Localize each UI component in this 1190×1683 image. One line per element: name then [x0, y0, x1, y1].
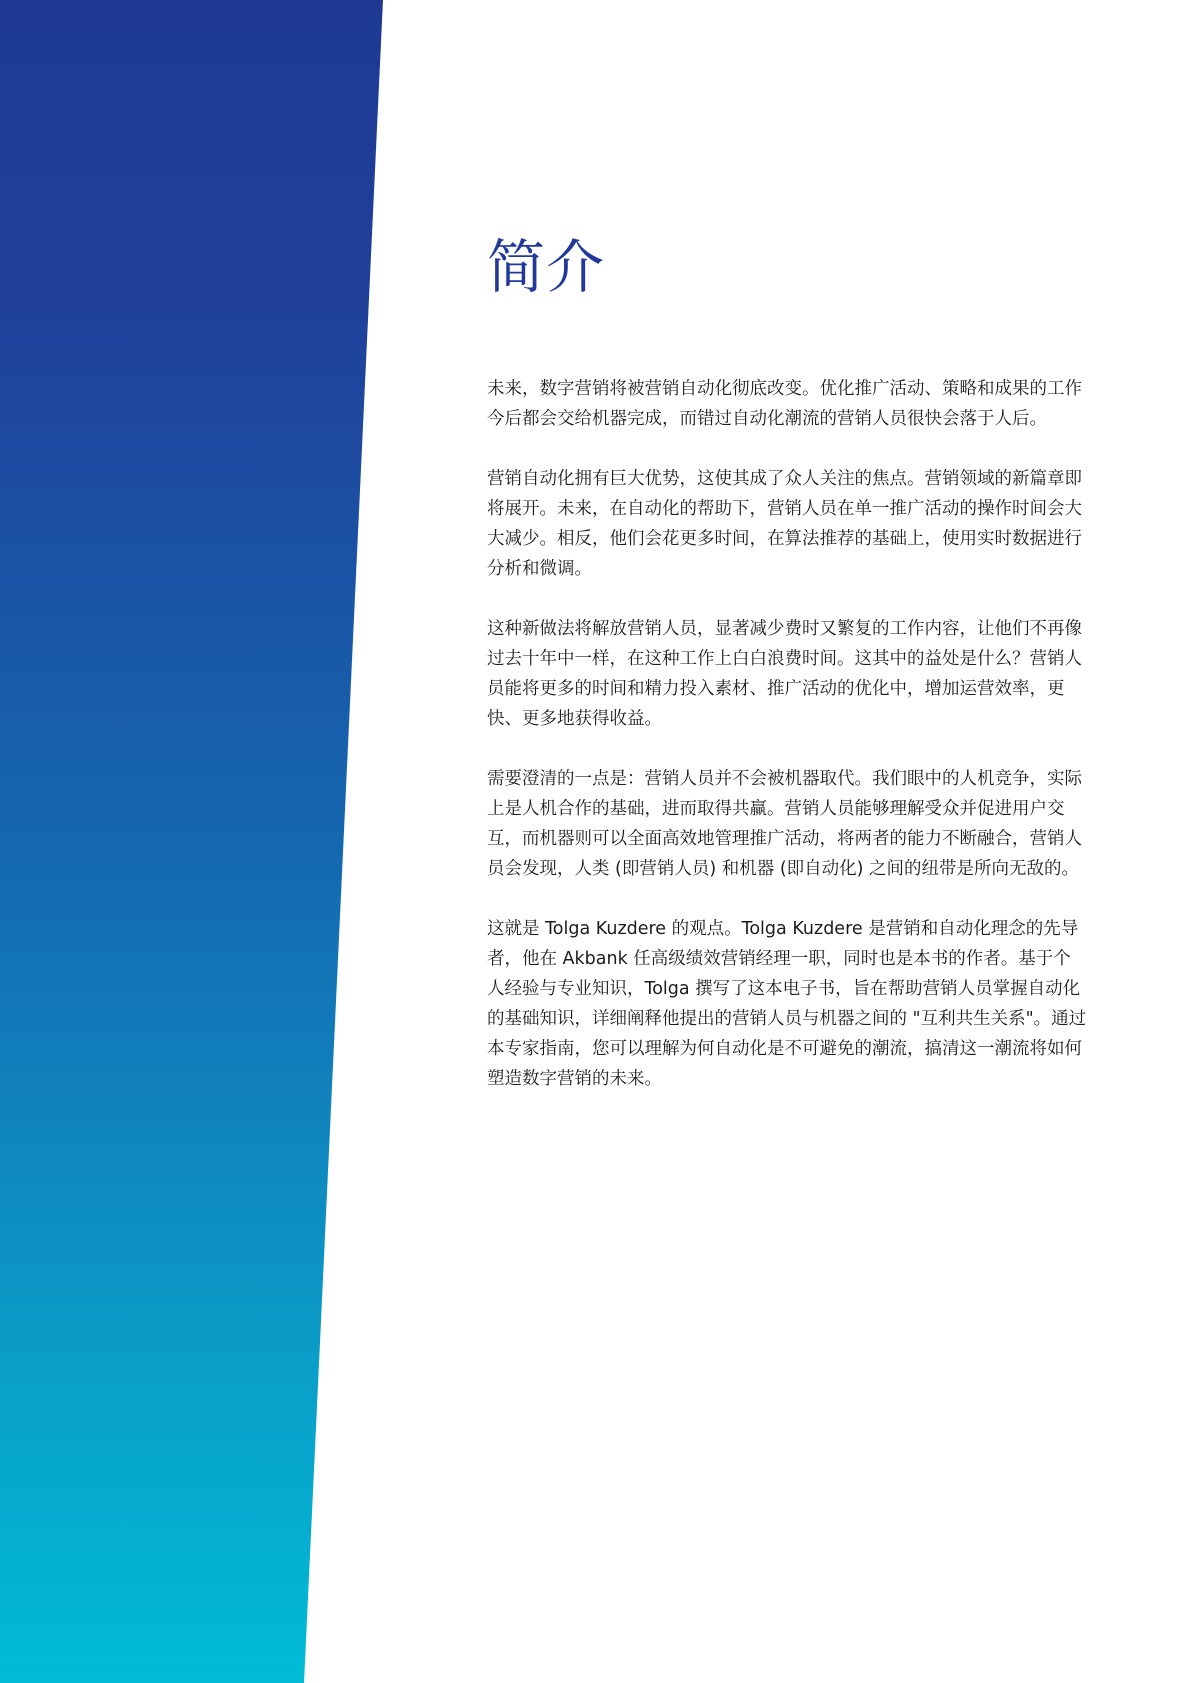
paragraph: 这就是 Tolga Kuzdere 的观点。Tolga Kuzdere 是营销和自动化理念的先导者，他在 Akbank 任高级绩效营销经理一职，同时也是本书的作者。基于个人经验与专业知识，Tolga 撰写了这本电子书，旨在帮助营销人员掌握自动化的基础知识，详细阐释他提出的营销人员与机器之间的 "互利共生关系"。通过本专家指南，您可以理解为何自动化是不可避免的潮流，搞清这一潮流将如何塑造数字营销的未来。: [487, 919, 1087, 1089]
paragraph: 这种新做法将解放营销人员，显著减少费时又繁复的工作内容，让他们不再像过去十年中一样，在这种工作上白白浪费时间。这其中的益处是什么？营销人员能将更多的时间和精力投入素材、推广活动的优化中，增加运营效率，更快、更多地获得收益。: [487, 619, 1082, 729]
paragraph: 未来，数字营销将被营销自动化彻底改变。优化推广活动、策略和成果的工作今后都会交给机器完成，而错过自动化潮流的营销人员很快会落于人后。: [487, 379, 1082, 429]
body-text: [487, 374, 1087, 1124]
paragraph: 需要澄清的一点是：营销人员并不会被机器取代。我们眼中的人机竞争，实际上是人机合作的基础，进而取得共赢。营销人员能够理解受众并促进用户交互，而机器则可以全面高效地管理推广活动，将两者的能力不断融合，营销人员会发现，人类 (即营销人员) 和机器 (即自动化) 之间的纽带是所向无敌的。: [487, 769, 1082, 879]
paragraph: 营销自动化拥有巨大优势，这使其成了众人关注的焦点。营销领域的新篇章即将展开。未来，在自动化的帮助下，营销人员在单一推广活动的操作时间会大大减少。相反，他们会花更多时间，在算法推荐的基础上，使用实时数据进行分析和微调。: [487, 469, 1082, 579]
page-title: 简介: [487, 233, 606, 301]
